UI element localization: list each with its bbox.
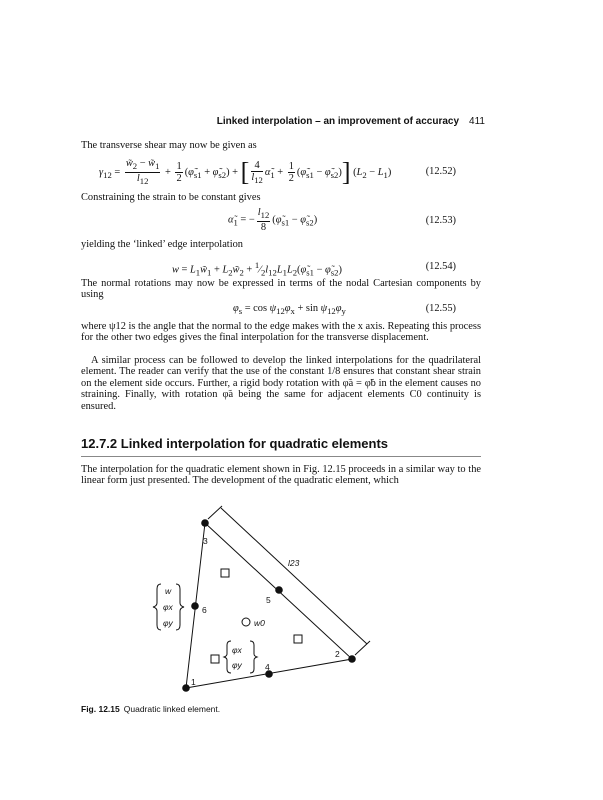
paragraph-2: Constraining the strain to be constant gives [81,192,261,203]
equation-12-54: $w = L_1w̃_1$ + $L_2w̃_2$ + $^1⁄_2l_{12}L_1L_2(\varphĩ_{s1}$ − $\varphĩ_{s2}$) [172,260,342,278]
bottom-brace-open [224,641,231,673]
node-label-2: 2 [335,649,340,659]
equation-label-12-54: (12.54) [425,261,456,272]
vector-left-w: w [165,586,172,596]
vector-left-phiy: φy [163,618,173,628]
paragraph-3: yielding the ‘linked’ edge interpolation [81,239,243,250]
figure-caption-text: Quadratic linked element. [123,704,221,714]
page-number: 411 [469,116,485,127]
paragraph-1: The transverse shear may now be given as [81,140,257,151]
node-label-3: 3 [203,536,208,546]
paragraph-4: The normal rotations may now be expressed in terms of the nodal Cartesian components by using [81,278,481,301]
dimension-line [221,508,367,644]
rotation-dof-square [211,655,219,663]
center-label-w0: w0 [254,618,265,628]
node-label-5: 5 [266,595,271,605]
equation-12-55: $\varphi_s = \cos \psi_{12}\varphi_x + \sin \psi_{12}\varphi_y$ [233,303,346,317]
paragraph-5: where ψ12 is the angle that the normal to the edge makes with the x axis. Repeating this process for the other two edges gives the final interpolation for the transverse displacement. [81,321,481,344]
equation-12-52: $\gamma_{12}$ = $\frac{w̃_2 - w̃_1}{l_{12}}$ + $\frac{1}{2}$ ($\varphĩ_{s1}$ + $\varphĩ_{s2}$) + [ $\frac{4}{l_{12}}$ $\alphã_1$ + $\frac{1}{2}$ ($\varphĩ_{s1}$ − $\varphĩ_{s2}$)] $(L_2 - L_1)$ [99,157,392,187]
vector-bottom-phiy: φy [232,660,242,670]
node-1 [182,684,190,692]
node-label-6: 6 [202,605,207,615]
rotation-dof-square [221,569,229,577]
dimension-tick-bottom [355,641,370,655]
equation-label-12-53: (12.53) [425,215,456,226]
paragraph-6: A similar process can be followed to develop the linked interpolations for the quadrilateral element. The reader can verify that the use of the constant 1/8 ensures that constant shear strain on the element side occurs. Further, a rigid body rotation with φ̃a = φ̃b in the element causes no straining. Finally, with rotation φ̃a being the same for adjacent elements C0 continuity is ensured. [81,355,481,412]
center-node [242,618,250,626]
bottom-brace-close [250,641,257,673]
node-5 [275,586,283,594]
vector-bottom-phix: φx [232,645,242,655]
node-6 [191,602,199,610]
node-label-1: 1 [191,677,196,687]
node-2 [348,655,356,663]
equation-12-53: $\alphã_1$ = − $\frac{l_{12}}{8}$ ($\varphĩ_{s1}$ − $\varphĩ_{s2}$) [228,207,318,234]
dimension-tick-top [208,506,222,519]
node-label-4: 4 [265,662,270,672]
equation-label-12-52: (12.52) [425,166,456,177]
node-3 [201,519,209,527]
section-heading: 12.7.2 Linked interpolation for quadratic elements [81,436,389,451]
figure-caption-label: Fig. 12.15 [81,704,120,714]
running-title: Linked interpolation – an improvement of accuracy [216,116,460,127]
left-brace-open [153,584,161,630]
rotation-dof-square [294,635,302,643]
vector-left-phix: φx [163,602,173,612]
equation-label-12-55: (12.55) [425,303,456,314]
figure-caption [81,704,220,714]
edge-label-l23: l23 [288,558,300,568]
paragraph-7: The interpolation for the quadratic element shown in Fig. 12.15 proceeds in a similar way to the linear form just presented. The development of the quadratic element, which [81,464,481,487]
left-brace-close [176,584,184,630]
